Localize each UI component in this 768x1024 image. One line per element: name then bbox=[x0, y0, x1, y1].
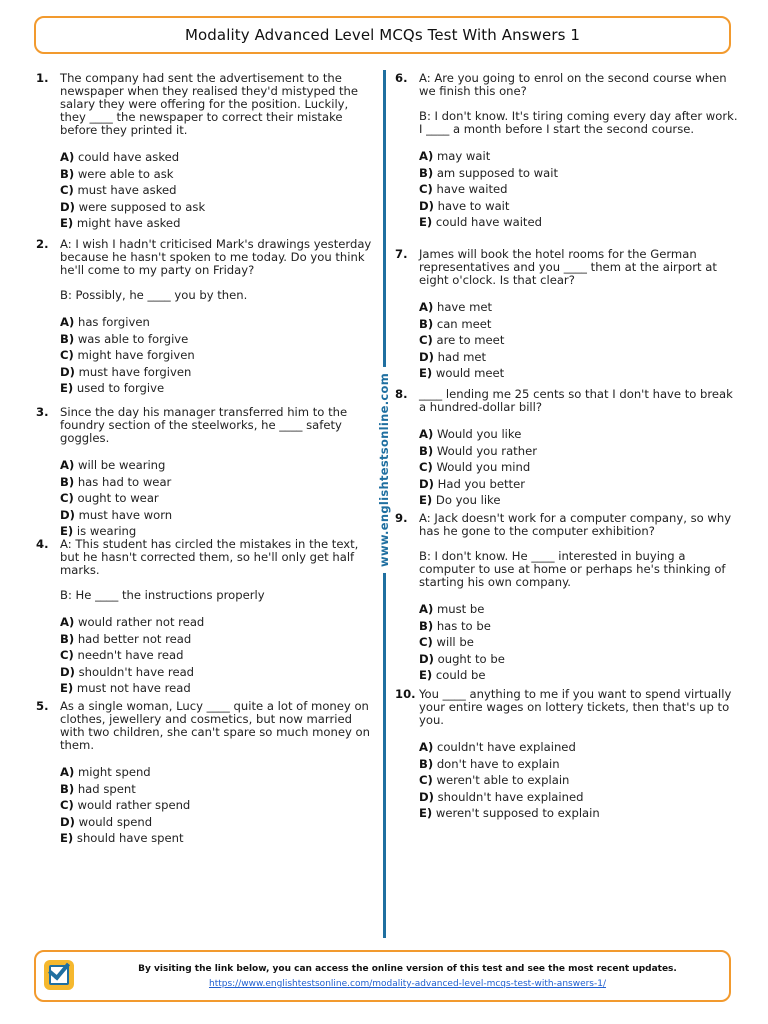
answer-option[interactable] bbox=[60, 314, 376, 331]
option-letter: A) bbox=[60, 458, 75, 472]
answer-option[interactable] bbox=[60, 490, 376, 507]
option-letter: A) bbox=[419, 602, 434, 616]
option-letter: D) bbox=[60, 507, 75, 522]
option-letter: D) bbox=[419, 651, 434, 666]
answer-option[interactable] bbox=[60, 764, 376, 781]
footer-text: By visiting the link below, you can access the online version of this test and see the most recent updates. bbox=[138, 964, 677, 974]
page-title: Modality Advanced Level MCQs Test With Answers 1 bbox=[34, 16, 731, 54]
question-6 bbox=[395, 72, 740, 231]
answer-option[interactable] bbox=[419, 198, 740, 215]
question-number: 7. bbox=[395, 247, 408, 261]
answer-option[interactable] bbox=[419, 299, 740, 316]
option-label: Would you rather bbox=[436, 443, 537, 458]
option-label: had met bbox=[437, 349, 487, 364]
footer-link[interactable]: https://www.englishtestsonline.com/modality-advanced-level-mcqs-test-with-answers-1/ bbox=[208, 979, 607, 989]
option-label: weren't able to explain bbox=[436, 773, 570, 787]
option-label: would meet bbox=[435, 366, 505, 380]
answer-option[interactable] bbox=[60, 474, 376, 491]
option-letter: A) bbox=[419, 740, 434, 754]
option-label: shouldn't have explained bbox=[437, 789, 584, 804]
answer-option[interactable] bbox=[419, 805, 740, 822]
option-label: shouldn't have read bbox=[78, 664, 195, 679]
option-letter: E) bbox=[60, 216, 74, 230]
option-letter: A) bbox=[60, 615, 75, 629]
question-3 bbox=[36, 406, 376, 540]
option-label: could have waited bbox=[435, 215, 542, 229]
option-letter: B) bbox=[419, 443, 434, 458]
answer-option[interactable] bbox=[419, 651, 740, 668]
option-letter: B) bbox=[419, 316, 434, 331]
option-letter: A) bbox=[419, 300, 434, 314]
option-letter: C) bbox=[60, 348, 74, 362]
answer-options bbox=[419, 426, 740, 509]
question-text: A: This student has circled the mistakes in the text, but he hasn't corrected them, so he'll only get half marks. bbox=[60, 537, 363, 577]
question-number: 6. bbox=[395, 71, 408, 85]
answer-option[interactable] bbox=[60, 364, 376, 381]
answer-option[interactable] bbox=[419, 332, 740, 349]
answer-option[interactable] bbox=[60, 680, 376, 697]
option-letter: E) bbox=[60, 524, 74, 538]
answer-options bbox=[60, 314, 376, 397]
option-label: couldn't have explained bbox=[436, 740, 576, 754]
option-letter: B) bbox=[60, 631, 75, 646]
option-label: has forgiven bbox=[77, 315, 150, 329]
option-label: might have asked bbox=[76, 216, 181, 230]
question-text: A: Jack doesn't work for a computer company, so why has he gone to the computer exhibition? bbox=[419, 511, 735, 538]
option-letter: D) bbox=[419, 198, 434, 213]
answer-option[interactable] bbox=[419, 316, 740, 333]
option-label: were able to ask bbox=[77, 166, 174, 181]
answer-option[interactable] bbox=[60, 814, 376, 831]
answer-option[interactable] bbox=[60, 215, 376, 232]
option-letter: D) bbox=[60, 199, 75, 214]
option-label: can meet bbox=[436, 316, 492, 331]
option-label: are to meet bbox=[436, 333, 505, 347]
option-letter: E) bbox=[419, 668, 433, 682]
answer-option[interactable] bbox=[60, 664, 376, 681]
answer-option[interactable] bbox=[60, 347, 376, 364]
answer-option[interactable] bbox=[419, 459, 740, 476]
question-number: 10. bbox=[395, 687, 416, 701]
answer-option[interactable] bbox=[60, 507, 376, 524]
option-letter: A) bbox=[419, 427, 434, 441]
answer-options bbox=[419, 601, 740, 684]
question-text: A: I wish I hadn't criticised Mark's drawings yesterday because he hasn't spoken to me today. Do you think he'll come to my party on Friday? bbox=[60, 237, 375, 277]
question-text: The company had sent the advertisement to the newspaper when they realised they'd mistyped the salary they were offering for the position. Luckily, they ____ the newspaper to correct their mistake before they printed it. bbox=[60, 71, 362, 137]
option-letter: E) bbox=[60, 681, 74, 695]
option-letter: A) bbox=[419, 149, 434, 163]
option-label: is wearing bbox=[76, 524, 137, 538]
option-letter: B) bbox=[60, 331, 75, 346]
option-letter: D) bbox=[419, 349, 434, 364]
answer-option[interactable] bbox=[419, 148, 740, 165]
option-label: had better not read bbox=[77, 631, 192, 646]
option-label: would rather spend bbox=[77, 798, 191, 812]
option-letter: B) bbox=[419, 165, 434, 180]
answer-option[interactable] bbox=[60, 149, 376, 166]
answer-options bbox=[419, 299, 740, 382]
option-label: Had you better bbox=[437, 476, 525, 491]
option-letter: E) bbox=[60, 831, 74, 845]
option-letter: C) bbox=[60, 648, 74, 662]
option-letter: A) bbox=[60, 315, 75, 329]
option-label: may wait bbox=[436, 149, 491, 163]
answer-option[interactable] bbox=[60, 647, 376, 664]
question-number: 4. bbox=[36, 537, 49, 551]
option-label: Do you like bbox=[435, 493, 501, 507]
question-8 bbox=[395, 388, 740, 509]
option-letter: A) bbox=[60, 765, 75, 779]
option-letter: B) bbox=[60, 474, 75, 489]
question-1 bbox=[36, 72, 376, 232]
option-label: would rather not read bbox=[77, 615, 205, 629]
option-label: could have asked bbox=[77, 150, 180, 164]
answer-option[interactable] bbox=[419, 772, 740, 789]
option-letter: C) bbox=[419, 182, 433, 196]
option-letter: E) bbox=[419, 366, 433, 380]
option-letter: C) bbox=[60, 798, 74, 812]
option-letter: B) bbox=[419, 618, 434, 633]
option-label: would spend bbox=[78, 814, 153, 829]
option-label: were supposed to ask bbox=[78, 199, 206, 214]
question-reply-text: B: He ____ the instructions properly bbox=[60, 588, 265, 602]
option-letter: E) bbox=[419, 493, 433, 507]
question-number: 1. bbox=[36, 71, 49, 85]
question-number: 9. bbox=[395, 511, 408, 525]
answer-option[interactable] bbox=[60, 797, 376, 814]
answer-option[interactable] bbox=[60, 631, 376, 648]
answer-option[interactable] bbox=[419, 181, 740, 198]
answer-option[interactable] bbox=[60, 457, 376, 474]
answer-option[interactable] bbox=[419, 443, 740, 460]
option-letter: C) bbox=[419, 460, 433, 474]
answer-options bbox=[419, 739, 740, 822]
answer-option[interactable] bbox=[60, 182, 376, 199]
question-text: A: Are you going to enrol on the second course when we finish this one? bbox=[419, 71, 731, 98]
question-reply-text: B: I don't know. He ____ interested in buying a computer to use at home or perhaps he's thinking of starting his own company. bbox=[419, 549, 730, 589]
option-label: don't have to explain bbox=[436, 756, 560, 771]
question-4 bbox=[36, 538, 376, 697]
question-text: You ____ anything to me if you want to spend virtually your entire wages on lottery tickets, then that's up to you. bbox=[419, 687, 736, 727]
option-letter: B) bbox=[419, 756, 434, 771]
question-number: 8. bbox=[395, 387, 408, 401]
question-text: ____ lending me 25 cents so that I don't have to break a hundred-dollar bill? bbox=[419, 387, 737, 414]
option-letter: D) bbox=[60, 364, 75, 379]
answer-option[interactable] bbox=[419, 756, 740, 773]
answer-option[interactable] bbox=[60, 614, 376, 631]
answer-options bbox=[60, 149, 376, 232]
option-label: will be bbox=[436, 635, 474, 649]
answer-option[interactable] bbox=[419, 426, 740, 443]
answer-option[interactable] bbox=[419, 365, 740, 382]
answer-option[interactable] bbox=[419, 618, 740, 635]
question-9 bbox=[395, 512, 740, 684]
question-reply-text: B: Possibly, he ____ you by then. bbox=[60, 288, 248, 302]
option-letter: D) bbox=[419, 476, 434, 491]
option-letter: B) bbox=[60, 166, 75, 181]
question-text: Since the day his manager transferred him to the foundry section of the steelworks, he ____ safety goggles. bbox=[60, 405, 351, 445]
option-label: used to forgive bbox=[76, 381, 165, 395]
option-label: might have forgiven bbox=[77, 348, 195, 362]
answer-option[interactable] bbox=[60, 781, 376, 798]
answer-option[interactable] bbox=[60, 380, 376, 397]
site-watermark: www.englishtestsonline.com bbox=[377, 367, 391, 573]
question-5 bbox=[36, 700, 376, 847]
answer-option[interactable] bbox=[419, 667, 740, 684]
question-number: 2. bbox=[36, 237, 49, 251]
option-label: have to wait bbox=[437, 198, 510, 213]
option-label: has had to wear bbox=[77, 474, 172, 489]
option-letter: C) bbox=[419, 635, 433, 649]
answer-options bbox=[60, 614, 376, 697]
option-label: must have worn bbox=[78, 507, 173, 522]
question-number: 3. bbox=[36, 405, 49, 419]
answer-options bbox=[60, 457, 376, 540]
answer-option[interactable] bbox=[419, 349, 740, 366]
option-label: should have spent bbox=[76, 831, 184, 845]
option-label: have met bbox=[436, 300, 493, 314]
option-label: had spent bbox=[77, 781, 136, 796]
question-7 bbox=[395, 248, 740, 382]
option-letter: D) bbox=[60, 664, 75, 679]
answer-option[interactable] bbox=[419, 214, 740, 231]
option-label: must have forgiven bbox=[78, 364, 192, 379]
question-2 bbox=[36, 238, 376, 397]
option-letter: C) bbox=[60, 183, 74, 197]
answer-options bbox=[60, 764, 376, 847]
option-label: Would you mind bbox=[436, 460, 531, 474]
checkbox-logo-icon bbox=[44, 960, 74, 990]
answer-option[interactable] bbox=[60, 331, 376, 348]
option-label: have waited bbox=[436, 182, 508, 196]
option-letter: C) bbox=[60, 491, 74, 505]
option-letter: E) bbox=[419, 215, 433, 229]
answer-option[interactable] bbox=[419, 492, 740, 509]
question-10 bbox=[395, 688, 740, 822]
question-reply-text: B: I don't know. It's tiring coming every day after work. I ____ a month before I start the second course. bbox=[419, 109, 742, 136]
option-label: must not have read bbox=[76, 681, 191, 695]
answer-option[interactable] bbox=[60, 166, 376, 183]
option-label: needn't have read bbox=[77, 648, 184, 662]
option-label: must have asked bbox=[77, 183, 177, 197]
question-text: As a single woman, Lucy ____ quite a lot of money on clothes, jewellery and cosmetics, but now married with two children, she can't spare so much money on them. bbox=[60, 699, 374, 752]
answer-option[interactable] bbox=[60, 199, 376, 216]
option-label: will be wearing bbox=[77, 458, 166, 472]
option-letter: D) bbox=[60, 814, 75, 829]
option-letter: B) bbox=[60, 781, 75, 796]
option-label: ought to wear bbox=[77, 491, 159, 505]
option-letter: D) bbox=[419, 789, 434, 804]
option-label: Would you like bbox=[436, 427, 522, 441]
answer-option[interactable] bbox=[419, 165, 740, 182]
answer-options bbox=[419, 148, 740, 231]
answer-option[interactable] bbox=[419, 601, 740, 618]
question-number: 5. bbox=[36, 699, 49, 713]
question-text: James will book the hotel rooms for the German representatives and you ____ them at the airport at eight o'clock. Is that clear? bbox=[419, 247, 721, 287]
answer-option[interactable] bbox=[419, 634, 740, 651]
answer-option[interactable] bbox=[60, 830, 376, 847]
option-letter: C) bbox=[419, 333, 433, 347]
option-label: has to be bbox=[436, 618, 491, 633]
option-label: weren't supposed to explain bbox=[435, 806, 600, 820]
option-letter: A) bbox=[60, 150, 75, 164]
option-letter: E) bbox=[419, 806, 433, 820]
option-label: ought to be bbox=[437, 651, 505, 666]
answer-option[interactable] bbox=[419, 476, 740, 493]
answer-option[interactable] bbox=[419, 789, 740, 806]
option-letter: E) bbox=[60, 381, 74, 395]
answer-option[interactable] bbox=[419, 739, 740, 756]
option-label: might spend bbox=[77, 765, 151, 779]
footer bbox=[34, 950, 731, 1002]
option-letter: C) bbox=[419, 773, 433, 787]
option-label: was able to forgive bbox=[77, 331, 189, 346]
option-label: am supposed to wait bbox=[436, 165, 559, 180]
option-label: must be bbox=[436, 602, 485, 616]
option-label: could be bbox=[435, 668, 486, 682]
